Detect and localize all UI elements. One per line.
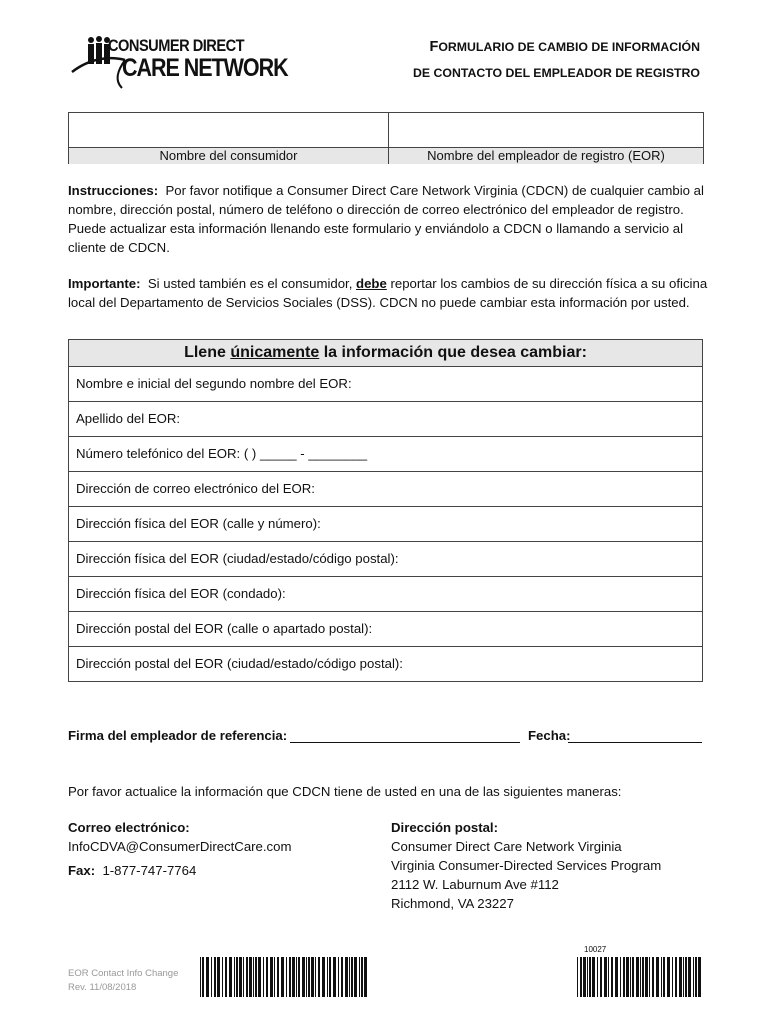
barcode-bar <box>234 957 235 997</box>
barcode-bar <box>626 957 629 997</box>
barcode-bar <box>604 957 607 997</box>
barcode-bar <box>292 957 295 997</box>
barcode-bar <box>258 957 261 997</box>
barcode-bar <box>683 957 684 997</box>
consumer-name-field[interactable] <box>69 113 389 147</box>
instructions-label: Instrucciones: <box>68 183 159 198</box>
postal-line: Consumer Direct Care Network Virginia <box>391 839 622 854</box>
barcode-bar <box>615 957 618 997</box>
company-logo <box>70 30 288 92</box>
email-address: InfoCDVA@ConsumerDirectCare.com <box>68 839 292 854</box>
barcode-bar <box>249 957 252 997</box>
barcode-bar <box>351 957 353 997</box>
postal-line: Virginia Consumer-Directed Services Program <box>391 858 662 873</box>
barcode-bar <box>354 957 357 997</box>
barcode-bar <box>298 957 300 997</box>
title-initial: F <box>429 39 439 55</box>
fields-heading-after: la información que desea cambiar: <box>323 344 587 361</box>
barcode-bar <box>667 957 670 997</box>
barcode-bar <box>206 957 209 997</box>
consumer-name-label: Nombre del consumidor <box>69 148 389 164</box>
barcode-bar <box>266 957 268 997</box>
eor-postal-street-field[interactable]: Dirección postal del EOR (calle o apartado postal): <box>69 612 702 647</box>
eor-phone-field[interactable]: Número telefónico del EOR: ( ) _____ - ________ <box>69 437 702 472</box>
barcode-right <box>577 957 701 997</box>
barcode-bar <box>359 957 360 997</box>
barcode-bar <box>222 957 223 997</box>
barcode-bar <box>611 957 613 997</box>
signature-label: Firma del empleador de referencia: <box>68 728 288 743</box>
barcode-bar <box>661 957 662 997</box>
barcode-bar <box>656 957 659 997</box>
form-title-line2: DE CONTACTO DEL EMPLEADOR DE REGISTRO <box>413 66 700 80</box>
fields-heading-emphasis: únicamente <box>230 344 320 361</box>
barcode-bar <box>225 957 227 997</box>
important-label: Importante: <box>68 276 141 291</box>
change-fields-box <box>68 339 703 682</box>
postal-label: Dirección postal: <box>391 820 498 835</box>
fax-label: Fax: <box>68 863 96 878</box>
barcode-bar <box>364 957 367 997</box>
barcode-bar <box>597 957 598 997</box>
logo-text-line1: CONSUMER DIRECT <box>108 36 245 55</box>
barcode-bar <box>286 957 287 997</box>
eor-name-field[interactable] <box>389 113 703 147</box>
barcode-bar <box>645 957 648 997</box>
barcode-bar <box>318 957 320 997</box>
barcode-left <box>200 957 368 997</box>
fax-number: 1-877-747-7764 <box>102 863 197 878</box>
postal-line: 2112 W. Laburnum Ave #112 <box>391 877 559 892</box>
eor-physical-county-field[interactable]: Dirección física del EOR (condado): <box>69 577 702 612</box>
barcode-bar <box>308 957 310 997</box>
barcode-bar <box>349 957 350 997</box>
barcode-bar <box>345 957 348 997</box>
barcode-bar <box>636 957 639 997</box>
fax-contact <box>68 863 196 878</box>
barcode-bar <box>311 957 314 997</box>
barcode-bar <box>608 957 609 997</box>
eor-postal-city-field[interactable]: Dirección postal del EOR (ciudad/estado/código postal): <box>76 656 403 671</box>
barcode-bar <box>580 957 582 997</box>
barcode-bar <box>306 957 307 997</box>
barcode-bar <box>688 957 691 997</box>
postal-contact <box>391 818 661 913</box>
signature-line[interactable] <box>290 742 520 743</box>
barcode-bar <box>587 957 588 997</box>
eor-last-name-field[interactable]: Apellido del EOR: <box>69 402 702 437</box>
barcode-bar <box>302 957 305 997</box>
barcode-bar <box>338 957 339 997</box>
barcode-bar <box>270 957 273 997</box>
barcode-bar <box>214 957 216 997</box>
eor-physical-street-field[interactable]: Dirección física del EOR (calle y número): <box>69 507 702 542</box>
postal-line: Richmond, VA 23227 <box>391 896 514 911</box>
barcode-bar <box>632 957 634 997</box>
barcode-bar <box>296 957 297 997</box>
barcode-bar <box>361 957 363 997</box>
important-text-after: reportar los cambios de su dirección física a su oficina local del Departamento de Servicios Sociales (DSS). CDCN no puede cambiar esta información por usted. <box>68 276 708 310</box>
barcode-bar <box>229 957 232 997</box>
barcode-bar <box>642 957 644 997</box>
barcode-bar <box>685 957 687 997</box>
barcode-bar <box>211 957 212 997</box>
eor-email-field[interactable]: Dirección de correo electrónico del EOR: <box>69 472 702 507</box>
barcode-bar <box>202 957 204 997</box>
fields-heading <box>69 340 702 367</box>
barcode-bar <box>583 957 586 997</box>
barcode-bar <box>679 957 682 997</box>
important-paragraph <box>68 274 708 312</box>
barcode-bar <box>255 957 257 997</box>
barcode-bar <box>277 957 279 997</box>
barcode-bar <box>253 957 254 997</box>
barcode-bar <box>693 957 694 997</box>
logo-text-line2: CARE NETWORK <box>122 54 288 82</box>
barcode-bar <box>675 957 677 997</box>
barcode-bar <box>274 957 275 997</box>
barcode-bar <box>640 957 641 997</box>
name-table <box>68 112 704 164</box>
barcode-bar <box>592 957 595 997</box>
eor-physical-city-field[interactable]: Dirección física del EOR (ciudad/estado/código postal): <box>69 542 702 577</box>
barcode-bar <box>589 957 591 997</box>
barcode-bar <box>698 957 701 997</box>
barcode-bar <box>263 957 264 997</box>
barcode-bar <box>672 957 673 997</box>
barcode-bar <box>652 957 654 997</box>
barcode-bar <box>333 957 336 997</box>
barcode-number: 10027 <box>584 945 607 954</box>
barcode-bar <box>246 957 248 997</box>
barcode-bar <box>281 957 284 997</box>
barcode-bar <box>577 957 578 997</box>
barcode-bar <box>600 957 602 997</box>
form-title-line1 <box>360 34 700 60</box>
instructions-paragraph <box>68 181 708 257</box>
barcode-bar <box>623 957 625 997</box>
barcode-bar <box>630 957 631 997</box>
fields-heading-before: Llene <box>184 344 226 361</box>
important-emphasis: debe <box>356 276 387 291</box>
date-line[interactable] <box>568 742 702 743</box>
barcode-bar <box>315 957 316 997</box>
barcode-bar <box>289 957 291 997</box>
footer-form-name: EOR Contact Info Change <box>68 968 179 979</box>
barcode-bar <box>329 957 331 997</box>
barcode-bar <box>663 957 665 997</box>
footer-revision: Rev. 11/08/2018 <box>68 982 137 993</box>
barcode-bar <box>243 957 244 997</box>
barcode-bar <box>322 957 325 997</box>
eor-name-label: Nombre del empleador de registro (EOR) <box>427 148 665 163</box>
barcode-bar <box>217 957 220 997</box>
barcode-bar <box>327 957 328 997</box>
barcode-bar <box>239 957 242 997</box>
instructions-text: Por favor notifique a Consumer Direct Care Network Virginia (CDCN) de cualquier cambio al nombre, dirección postal, número de teléfono o dirección de correo electrónico del empleador de registro. Puede actualizar esta información llenando este formulario y enviándolo a CDCN o llamando a servicio al cliente de CDCN. <box>68 183 704 255</box>
barcode-bar <box>620 957 621 997</box>
email-contact <box>68 818 291 856</box>
barcode-bar <box>341 957 343 997</box>
barcode-bar <box>236 957 238 997</box>
important-text-before: Si usted también es el consumidor, <box>147 276 353 291</box>
email-label: Correo electrónico: <box>68 820 190 835</box>
title-line1-rest: ORMULARIO DE CAMBIO DE INFORMACIÓN <box>438 40 700 54</box>
update-instructions: Por favor actualice la información que CDCN tiene de usted en una de las siguientes maneras: <box>68 784 622 799</box>
date-label: Fecha: <box>528 728 571 743</box>
name-table-labels <box>69 147 703 164</box>
barcode-bar <box>649 957 650 997</box>
eor-first-name-field[interactable]: Nombre e inicial del segundo nombre del EOR: <box>69 367 702 402</box>
barcode-bar <box>695 957 697 997</box>
barcode-bar <box>200 957 201 997</box>
form-footer <box>68 967 178 995</box>
